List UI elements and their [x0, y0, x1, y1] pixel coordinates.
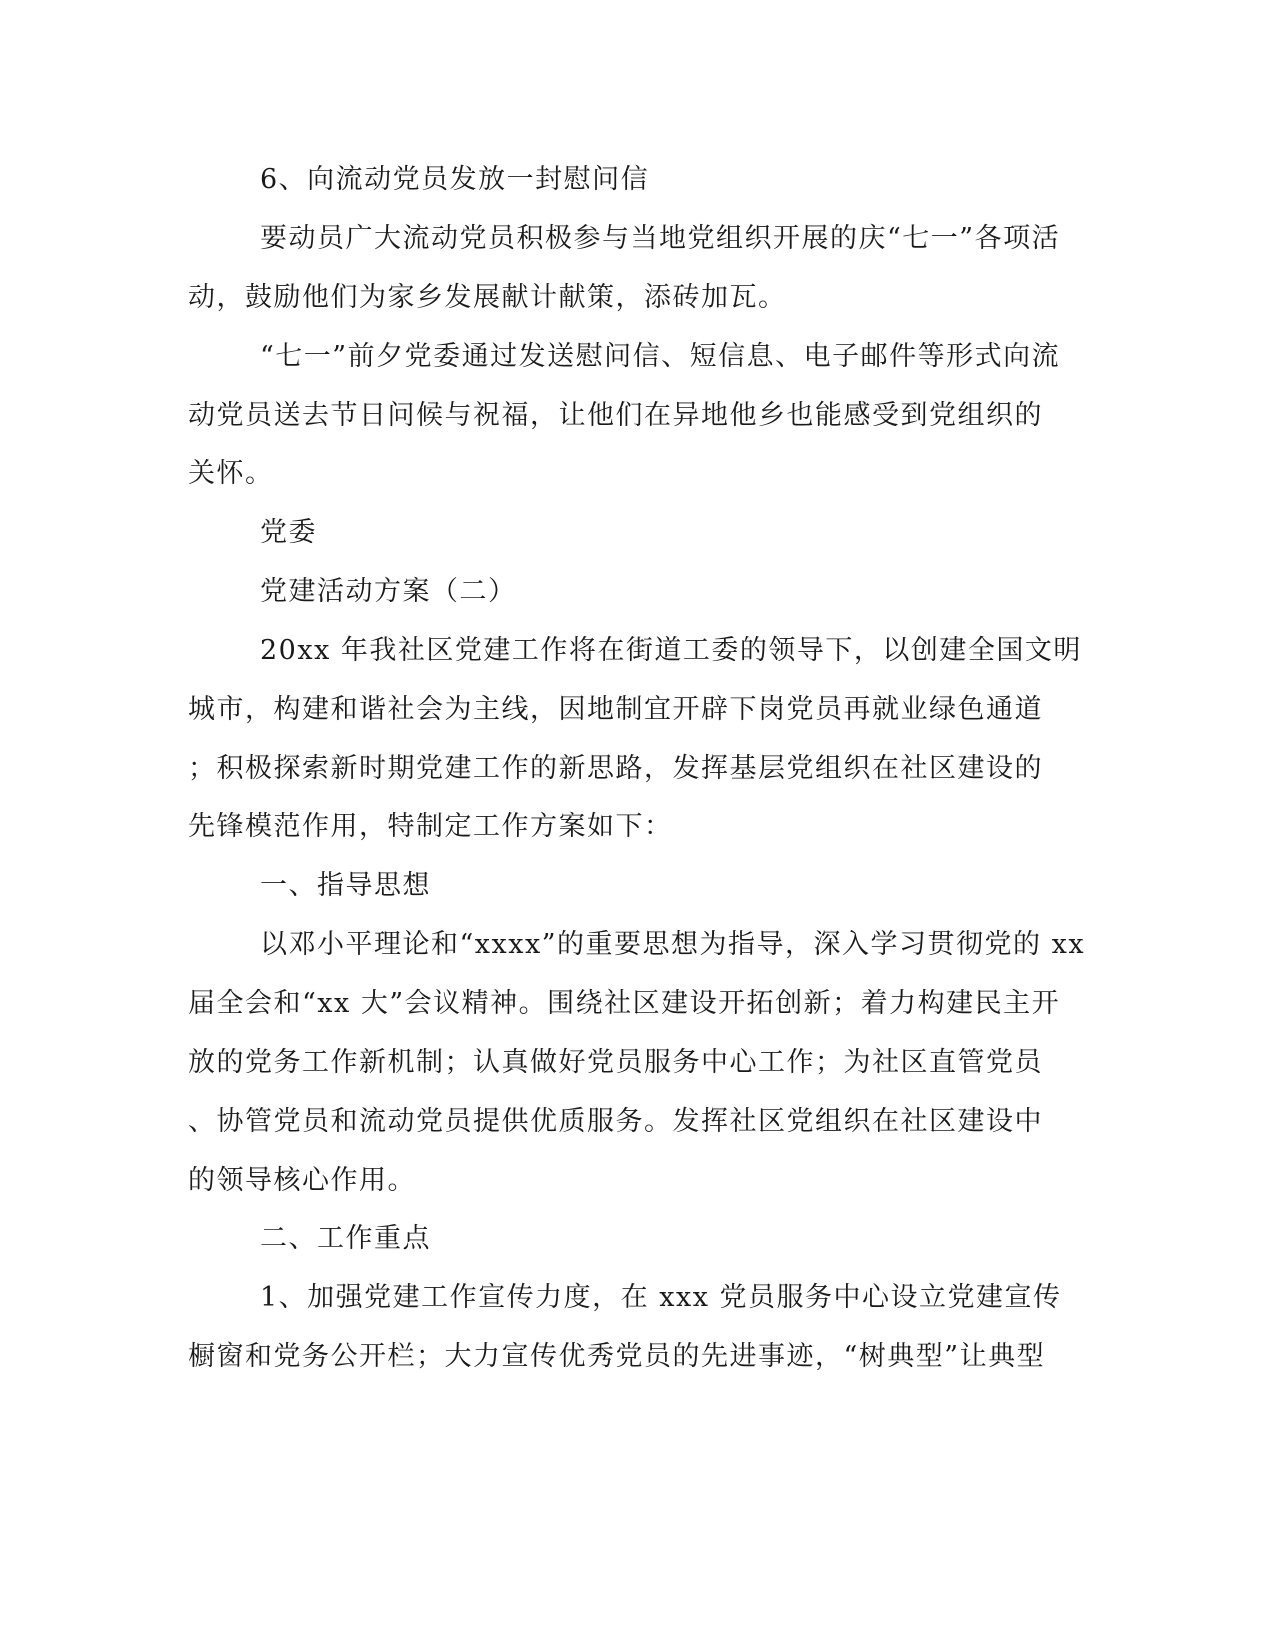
section-heading: 二、工作重点 — [260, 1223, 431, 1254]
paragraph-line: ；积极探索新时期党建工作的新思路，发挥基层党组织在社区建设的 — [188, 753, 1043, 784]
paragraph-line: 以邓小平理论和“xxxx”的重要思想为指导，深入学习贯彻党的 xx — [260, 929, 1086, 960]
paragraph-line: 1、加强党建工作宣传力度，在 xxx 党员服务中心设立党建宣传 — [260, 1282, 1062, 1313]
paragraph-line: 20xx 年我社区党建工作将在街道工委的领导下，以创建全国文明 — [260, 635, 1082, 666]
paragraph-line: 关怀。 — [188, 458, 274, 489]
paragraph-line: 先锋模范作用，特制定工作方案如下： — [188, 811, 673, 842]
paragraph-line: 动党员送去节日问候与祝福，让他们在异地他乡也能感受到党组织的 — [188, 400, 1043, 431]
section-heading: 6、向流动党员发放一封慰问信 — [260, 164, 650, 195]
paragraph-line: 届全会和“xx 大”会议精神。围绕社区建设开拓创新；着力构建民主开 — [188, 988, 1061, 1019]
document-title: 党建活动方案（二） — [260, 576, 517, 607]
paragraph-line: 城市，构建和谐社会为主线，因地制宜开辟下岗党员再就业绿色通道 — [188, 694, 1043, 725]
section-heading: 一、指导思想 — [260, 870, 431, 901]
paragraph-line: 橱窗和党务公开栏；大力宣传优秀党员的先进事迹，“树典型”让典型 — [188, 1341, 1046, 1372]
signature-line: 党委 — [260, 517, 317, 548]
paragraph-line: 、协管党员和流动党员提供优质服务。发挥社区党组织在社区建设中 — [188, 1106, 1043, 1137]
paragraph-line: “七一”前夕党委通过发送慰问信、短信息、电子邮件等形式向流 — [260, 341, 1061, 372]
paragraph-line: 放的党务工作新机制；认真做好党员服务中心工作；为社区直管党员 — [188, 1047, 1043, 1078]
paragraph-line: 动，鼓励他们为家乡发展献计献策，添砖加瓦。 — [188, 282, 787, 313]
paragraph-line: 要动员广大流动党员积极参与当地党组织开展的庆“七一”各项活 — [260, 223, 1061, 254]
paragraph-line: 的领导核心作用。 — [188, 1165, 416, 1196]
